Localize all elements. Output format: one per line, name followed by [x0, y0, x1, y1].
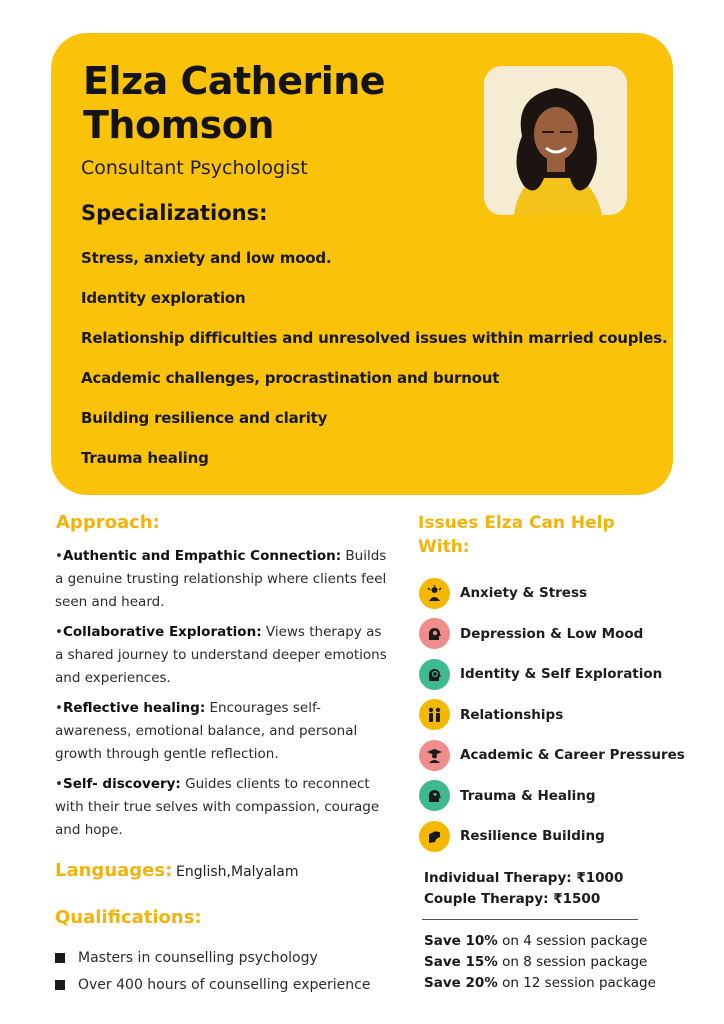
- approach-item: •Reflective healing: Encourages self-awareness, emotional balance, and personal growth through gentle reflection.: [55, 700, 358, 762]
- approach-item: •Authentic and Empathic Connection: Builds a genuine trusting relationship where clients feel seen and heard.: [55, 548, 387, 610]
- specialization-item: Academic challenges, procrastination and burnout: [81, 369, 500, 387]
- pricing-divider: [422, 919, 638, 920]
- specialization-item: Building resilience and clarity: [81, 409, 328, 427]
- pricing: [424, 868, 623, 910]
- specializations-title: Specializations:: [81, 201, 268, 225]
- package-detail: on 4 session package: [497, 933, 648, 949]
- issue-label: Resilience Building: [460, 828, 605, 845]
- package-save: Save 20%: [424, 975, 498, 991]
- issue-label: Academic & Career Pressures: [460, 747, 685, 764]
- approach-item-text: Views therapy as a shared journey to understand deeper emotions and experiences.: [55, 624, 387, 686]
- identity-icon: [419, 659, 450, 690]
- name-line-1: Elza Catherine: [83, 59, 386, 103]
- approach-item-heading: Authentic and Empathic Connection:: [62, 548, 342, 564]
- qualification-item: [55, 971, 370, 998]
- issue-item: [419, 695, 685, 736]
- package-save: Save 10%: [424, 933, 498, 949]
- issue-label: Trauma & Healing: [460, 787, 596, 804]
- package-detail: on 8 session package: [497, 954, 648, 970]
- languages-value: English,Malyalam: [176, 864, 299, 880]
- profile-role: Consultant Psychologist: [81, 157, 308, 179]
- specialization-item: Identity exploration: [81, 289, 246, 307]
- qualifications-title: Qualifications:: [55, 907, 202, 928]
- qualification-text: Over 400 hours of counselling experience: [78, 976, 371, 993]
- specialization-item: Trauma healing: [81, 449, 209, 467]
- package-item: [424, 973, 656, 994]
- package-item: [424, 952, 656, 973]
- square-bullet-icon: [55, 980, 65, 990]
- issue-label: Identity & Self Exploration: [460, 666, 663, 683]
- approach-item-text: Encourages self-awareness, emotional balance, and personal growth through gentle reflection.: [55, 700, 358, 762]
- issue-item: [419, 614, 685, 655]
- specialization-item: Relationship difficulties and unresolved issues within married couples.: [81, 329, 668, 347]
- qualification-text: Masters in counselling psychology: [78, 949, 318, 966]
- issues-title: Issues Elza Can Help With:: [418, 513, 615, 557]
- approach-title: Approach:: [56, 512, 160, 533]
- issue-item: [419, 573, 685, 614]
- issues-list: [419, 573, 685, 857]
- issue-item: [419, 776, 685, 817]
- issue-item: [419, 735, 685, 776]
- specialization-item: Stress, anxiety and low mood.: [81, 249, 332, 267]
- issue-item: [419, 654, 685, 695]
- profile-card: [51, 33, 673, 495]
- relationships-icon: [419, 699, 450, 730]
- profile-photo: [484, 66, 627, 215]
- approach-item-heading: Reflective healing:: [62, 700, 206, 716]
- approach-item-heading: Self- discovery:: [62, 776, 181, 792]
- depression-icon: [419, 618, 450, 649]
- approach-item: •Self- discovery: Guides clients to reconnect with their true selves with compassion, courage and hope.: [55, 776, 380, 838]
- issue-label: Relationships: [460, 706, 564, 723]
- approach-item: •Collaborative Exploration: Views therapy as a shared journey to understand deeper emotions and experiences.: [55, 624, 387, 686]
- issue-label: Anxiety & Stress: [460, 585, 588, 602]
- resilience-icon: [419, 821, 450, 852]
- individual-price: Individual Therapy: ₹1000: [424, 870, 624, 886]
- package-discounts: [424, 931, 656, 994]
- qualifications-list: [55, 944, 370, 998]
- approach-list: [55, 545, 390, 849]
- academic-icon: [419, 740, 450, 771]
- anxiety-icon: [419, 578, 450, 609]
- approach-item-text: Builds a genuine trusting relationship where clients feel seen and heard.: [55, 548, 387, 610]
- square-bullet-icon: [55, 953, 65, 963]
- couple-price: Couple Therapy: ₹1500: [424, 891, 601, 907]
- issue-item: [419, 816, 685, 857]
- package-item: [424, 931, 656, 952]
- trauma-icon: [419, 780, 450, 811]
- specializations-list: [81, 245, 667, 485]
- profile-name: [83, 59, 385, 147]
- approach-item-text: Guides clients to reconnect with their true selves with compassion, courage and hope.: [55, 776, 380, 838]
- package-save: Save 15%: [424, 954, 498, 970]
- languages-title: Languages:: [55, 860, 173, 881]
- name-line-2: Thomson: [83, 103, 274, 147]
- issue-label: Depression & Low Mood: [460, 625, 644, 642]
- package-detail: on 12 session package: [497, 975, 656, 991]
- portrait-illustration: [484, 66, 627, 215]
- qualification-item: [55, 944, 370, 971]
- approach-item-heading: Collaborative Exploration:: [62, 624, 262, 640]
